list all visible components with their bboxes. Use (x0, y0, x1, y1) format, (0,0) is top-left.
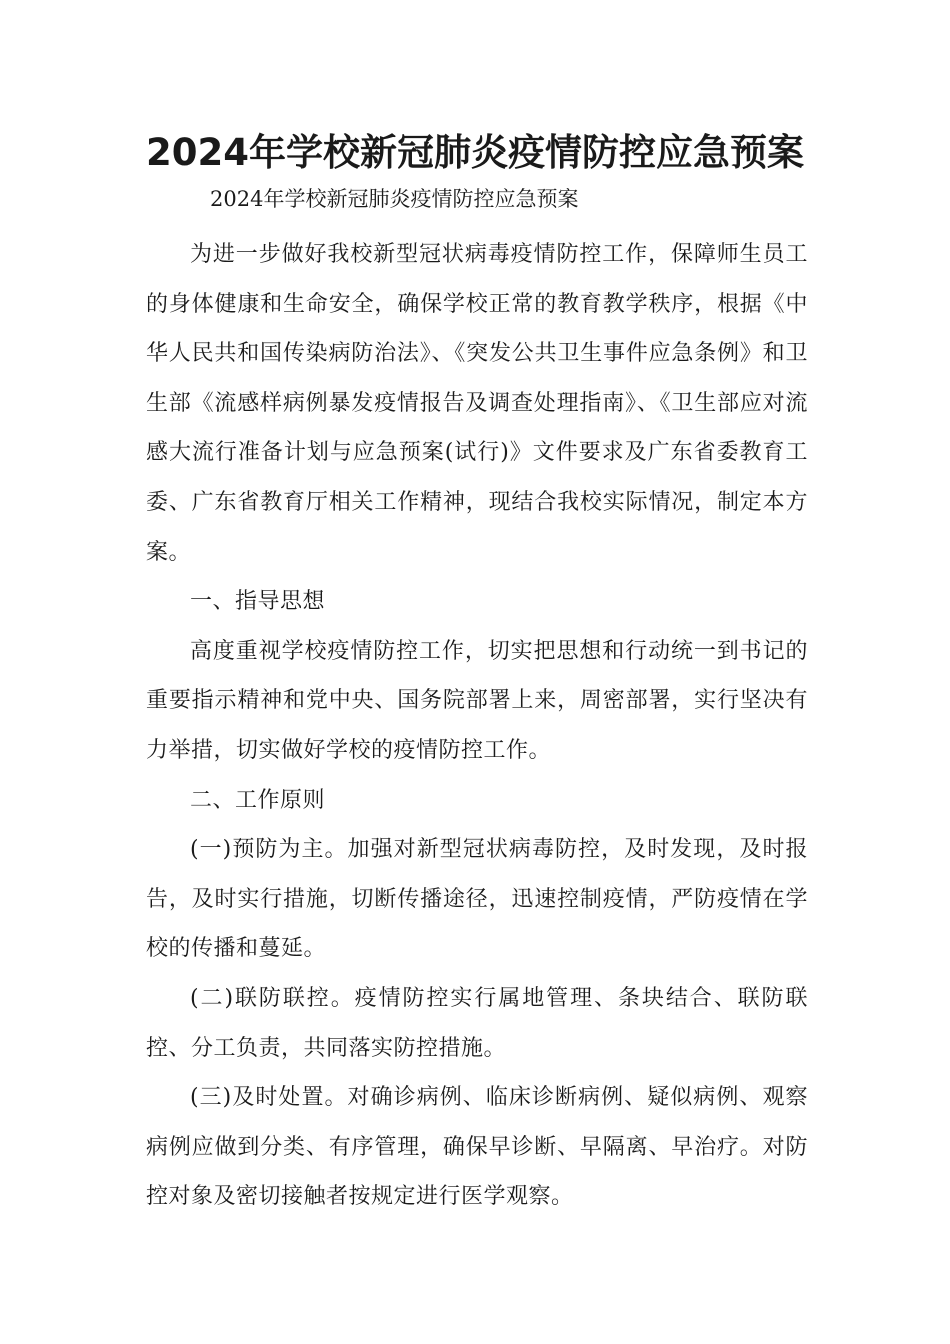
paragraph-principle-prevention: (一)预防为主。加强对新型冠状病毒防控，及时发现，及时报告，及时实行措施，切断传播途径，迅速控制疫情，严防疫情在学校的传播和蔓延。 (146, 837, 808, 962)
paragraph-principle-timely-handling: (三)及时处置。对确诊病例、临床诊断病例、疑似病例、观察病例应做到分类、有序管理，确保早诊断、早隔离、早治疗。对防控对象及密切接触者按规定进行医学观察。 (146, 1085, 808, 1210)
paragraph-intro: 为进一步做好我校新型冠状病毒疫情防控工作，保障师生员工的身体健康和生命安全，确保学校正常的教育教学秩序，根据《中华人民共和国传染病防治法》、《突发公共卫生事件应急条例》和卫生部《流感样病例暴发疫情报告及调查处理指南》、《卫生部应对流感大流行准备计划与应急预案(试行)》文件要求及广东省委教育工委、广东省教育厅相关工作精神，现结合我校实际情况，制定本方案。 (146, 242, 808, 565)
document-title: 2024年学校新冠肺炎疫情防控应急预案 (146, 131, 804, 174)
section-heading-guiding-ideology: 一、指导思想 (190, 589, 326, 615)
document-subtitle: 2024年学校新冠肺炎疫情防控应急预案 (210, 187, 579, 211)
section-heading-work-principles: 二、工作原则 (190, 787, 326, 813)
paragraph-principle-joint-control: (二)联防联控。疫情防控实行属地管理、条块结合、联防联控、分工负责，共同落实防控措施。 (146, 985, 808, 1061)
document-body (146, 230, 808, 1222)
paragraph-guiding-ideology: 高度重视学校疫情防控工作，切实把思想和行动统一到书记的重要指示精神和党中央、国务院部署上来，周密部署，实行坚决有力举措，切实做好学校的疫情防控工作。 (146, 638, 808, 763)
